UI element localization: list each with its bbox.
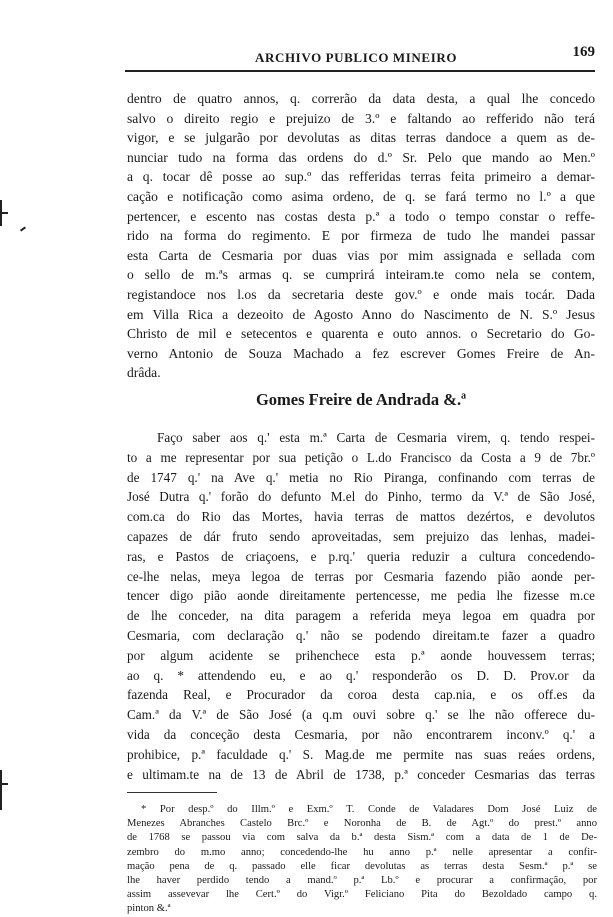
text-line: em Villa Rica a dezeoito de Agosto Anno do Nascimento de N. S.º Jesus bbox=[127, 306, 595, 322]
footnote-line: * Por desp.º do Illm.º e Exm.º T. Conde de Valadares Dom José Luiz de bbox=[141, 804, 597, 815]
margin-mark bbox=[0, 770, 2, 810]
text-line: registandoce nos l.os da secretaria deste gov.º e onde mais tocár. Dada bbox=[127, 286, 595, 302]
footnote bbox=[127, 803, 597, 917]
text-line: fazenda Real, e Procurador da coroa desta cap.nia, e os off.es da bbox=[127, 687, 595, 703]
running-head bbox=[125, 44, 595, 66]
text-line: verno Antonio de Souza Machado a fez escrever Gomes Freire de An- bbox=[127, 345, 595, 361]
text-line: Faço saber aos q.' esta m.ª Carta de Cesmaria virem, q. tendo respei- bbox=[157, 430, 595, 445]
text-line: to a me representar por sua petição o L.do Francisco da Costa a 9 de 7br.º bbox=[127, 449, 595, 465]
text-line: esta Carta de Cesmaria por duas vias por mim assignada e sellada com bbox=[127, 247, 595, 263]
text-line: pertencer, e escento nas costas desta p.ª a todo o tempo constar o reffe- bbox=[127, 208, 595, 224]
text-line: a q. tocar dê posse ao sup.º das refferidas terras feita primeiro a demar- bbox=[127, 169, 595, 185]
footnote-line: lhe haver perdido tendo a mand.º p.ª Lb.º e procurar a confirmação, por bbox=[127, 874, 597, 886]
section-heading: Gomes Freire de Andrada &.ª bbox=[255, 390, 467, 409]
text-line: ce-lhe nelas, meya legoa de terras por Cesmaria fazendo pião aonde per- bbox=[127, 568, 595, 584]
footnote-line: assim assevevar lhe Cert.º do Vigr.º Feliciano Pita do Bezoldado campo q. bbox=[127, 889, 597, 901]
text-line: vigor, e se julgarão por devolutas as ditas terras dandoce a quem as de- bbox=[127, 130, 595, 146]
text-line: de lhe conceder, na dita paragem a referida meya legoa em quadra por bbox=[127, 608, 595, 624]
text-line: de 1747 q.' na Ave q.' metia no Rio Piranga, confinando com terras de bbox=[127, 469, 595, 485]
text-line: ras, e Pastos de criaçoens, e p.rq.' queria reduzir a cultura concedendo- bbox=[127, 548, 595, 564]
footnote-line: zembro do m.mo anno; concedendo-lhe hu anno p.ª nelle apresentar a confir- bbox=[127, 846, 597, 858]
text-line: Christo de mil e setecentos e quarenta e outo annos. o Secretario do Go- bbox=[127, 326, 595, 342]
text-line: salvo o direito regio e prejuizo de 3.º e faltando ao refferido não terá bbox=[127, 110, 595, 126]
text-line: rido na forma do regimento. E por firmeza de tudo lhe mandei passar bbox=[127, 228, 595, 244]
footnote-line: mação pena de q. passado elle ficar devolutas as terras desta Sesm.ª p.ª se bbox=[127, 860, 597, 872]
text-line: cação e notificação como asima ordeno, de q. se fará termo no l.º a que bbox=[127, 188, 595, 204]
text-line: drâda. bbox=[127, 365, 161, 381]
running-title: ARCHIVO PUBLICO MINEIRO bbox=[255, 50, 458, 65]
text-line: e ultimam.te na de 13 de Abril de 1738, p.ª conceder Cesmarias das terras bbox=[127, 766, 595, 782]
margin-mark bbox=[0, 212, 8, 214]
footnote-line: de 1768 se passou via com salva da b.ª desta Sism.ª com a data de 1 de De- bbox=[127, 832, 597, 844]
text-line: José Dutra q.' forão do defunto M.el do Pinho, termo da V.ª de São José, bbox=[127, 489, 595, 505]
text-line: tencer digo pião aonde direitamente pertencesse, me pedia lhe fizesse m.ce bbox=[127, 588, 595, 604]
text-line: ao q. * attendendo eu, e ao q.' responderão os D. D. Prov.or da bbox=[127, 667, 595, 683]
header-rule bbox=[125, 70, 595, 72]
text-line: Cam.ª da V.ª de São José (a q.m ouvi sobre q.' se lhe não offerece du- bbox=[127, 707, 595, 723]
footnote-line: pinton &.ª bbox=[127, 903, 171, 915]
text-line: capazes de dár fruto sendo aproveitadas, sem prejuizo das lenhas, madei- bbox=[127, 528, 595, 544]
text-line: por algum acidente se prihenchece esta p.ª aonde houvessem terras; bbox=[127, 647, 595, 663]
text-line: o sello de m.ªs armas q. se cumprirá inteiram.te como nela se contem, bbox=[127, 267, 595, 283]
text-line: prohibice, p.ª faculdade q.' S. Mag.de me permite nas suas reáes ordens, bbox=[127, 746, 595, 762]
page-number: 169 bbox=[572, 44, 595, 60]
text-line: com.ca do Rio das Mortes, havia terras de mattos dezértos, e devolutos bbox=[127, 509, 595, 525]
margin-mark bbox=[20, 226, 26, 231]
footnote-line: Menezes Abranches Castelo Brc.º e Noronha de B. de Agt.º do prest.º anno bbox=[127, 818, 597, 830]
paragraph-continued bbox=[127, 89, 595, 383]
paragraph-sesmaria bbox=[127, 428, 595, 784]
text-line: nunciar tudo na forma das ordens do d.º Sr. Pelo que mando ao Men.º bbox=[127, 149, 595, 165]
margin-mark bbox=[0, 783, 8, 785]
text-line: Cesmaria, com declaração q.' não se podendo direitam.te fazer a quadro bbox=[127, 627, 595, 643]
text-line: dentro de quatro annos, q. correrão da data desta, a qual lhe concedo bbox=[127, 91, 595, 106]
footnote-rule bbox=[127, 792, 217, 793]
text-line: vida da conceção desta Cesmaria, por não encontrarem inconv.º q.' a bbox=[127, 726, 595, 742]
